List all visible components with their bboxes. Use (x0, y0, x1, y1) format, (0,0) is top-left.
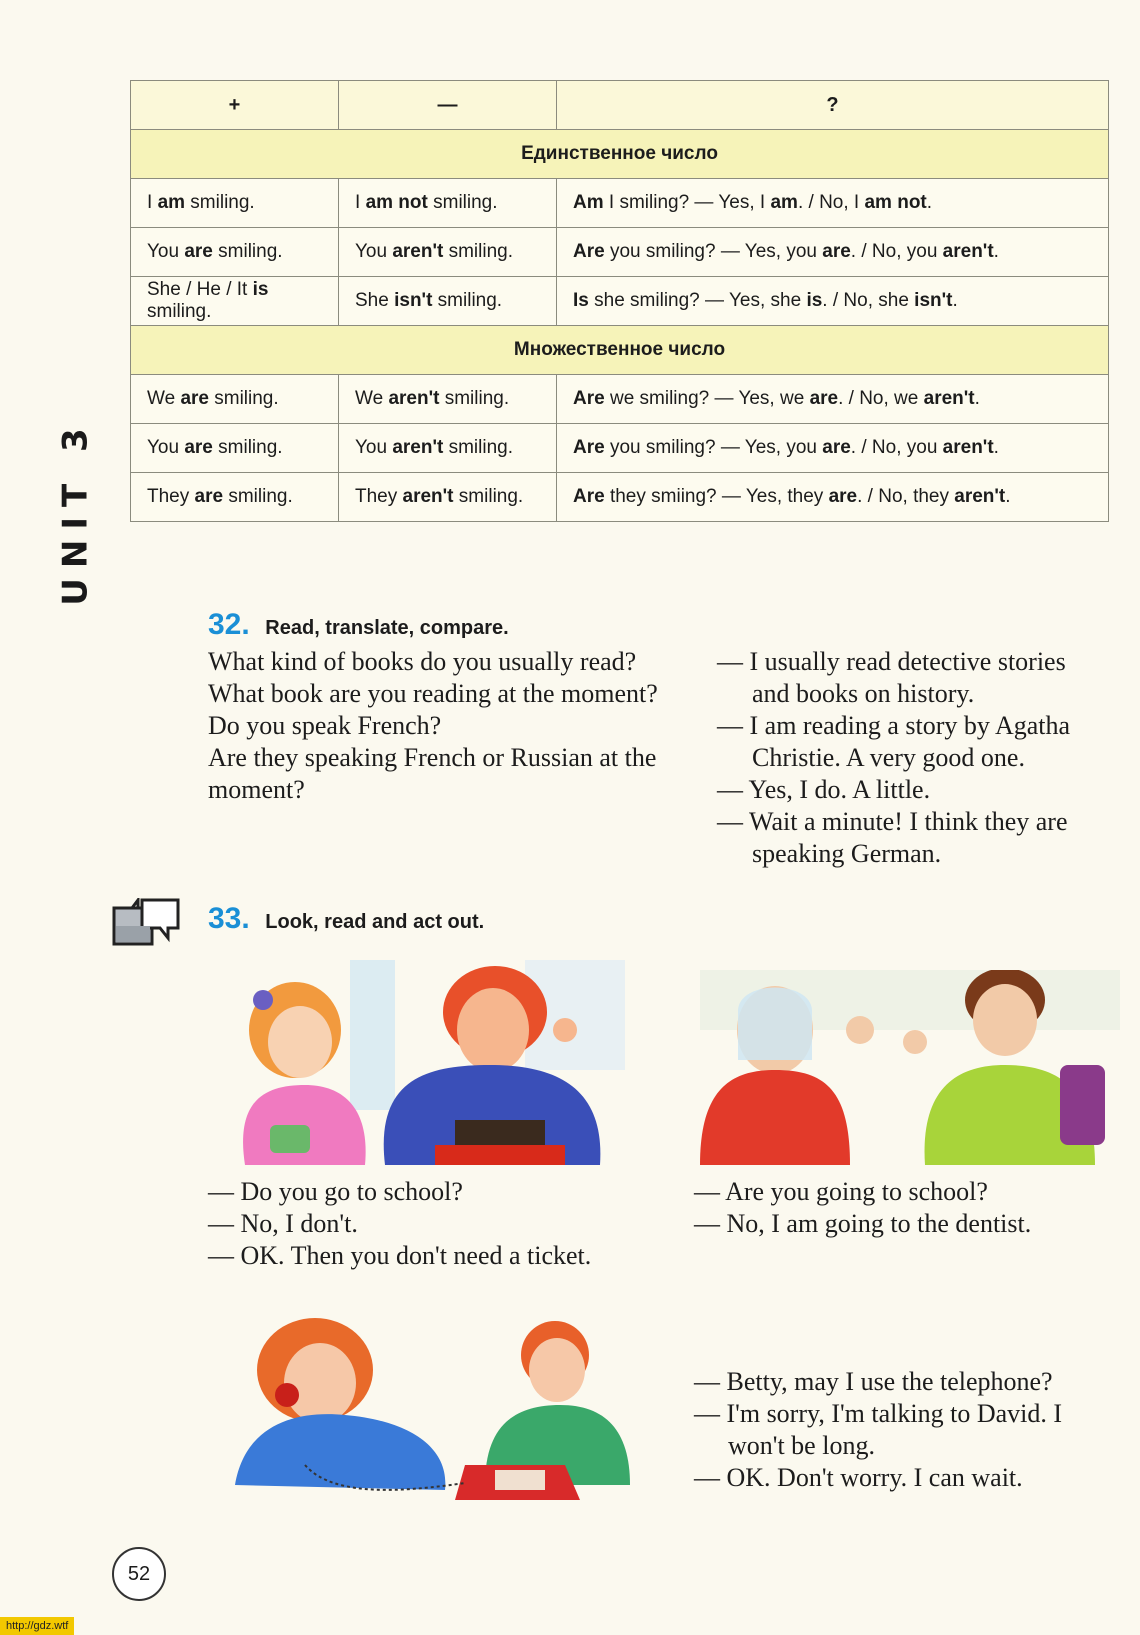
plural-row (131, 473, 1109, 522)
singular-row (131, 277, 1109, 326)
exercise-32-answer: — I am reading a story by Agatha Christie. A very good one. (717, 711, 1071, 772)
dialog-2 (694, 1176, 1031, 1240)
exercise-32-answers (717, 646, 1107, 870)
exercise-32-answer: — I usually read detective stories and books on history. (717, 647, 1066, 708)
dialog-line: — I'm sorry, I'm talking to David. I won't be long. (694, 1399, 1063, 1460)
source-label[interactable]: http://gdz.wtf (0, 1617, 74, 1635)
singular-row (131, 179, 1109, 228)
exercise-32-question: What kind of books do you usually read? (208, 647, 637, 676)
plural-cell: They are smiling. (131, 473, 339, 522)
dialog-1 (208, 1176, 591, 1272)
plural-cell: We are smiling. (131, 375, 339, 424)
singular-cell: Am I smiling? — Yes, I am. / No, I am not. (557, 179, 1109, 228)
singular-cell: You aren't smiling. (339, 228, 557, 277)
plural-cell: Are we smiling? — Yes, we are. / No, we aren't. (557, 375, 1109, 424)
unit-label-text: UNIT 3 (55, 418, 96, 606)
section-singular-row (131, 130, 1109, 179)
exercise-33-title: Look, read and act out. (265, 911, 485, 933)
exercise-32-number: 32. (208, 608, 250, 641)
exercise-32-answer: — Wait a minute! I think they are speaking German. (717, 807, 1068, 868)
exercise-32-title: Read, translate, compare. (265, 617, 509, 639)
singular-cell: I am smiling. (131, 179, 339, 228)
dialog-line: — OK. Then you don't need a ticket. (208, 1241, 592, 1270)
plural-row (131, 375, 1109, 424)
dialog-line: — No, I am going to the dentist. (694, 1209, 1032, 1238)
exercise-33-number: 33. (208, 902, 250, 935)
plural-cell: Are they smiing? — Yes, they are. / No, they aren't. (557, 473, 1109, 522)
exercise-32-questions (208, 646, 688, 806)
plural-cell: Are you smiling? — Yes, you are. / No, you aren't. (557, 424, 1109, 473)
header-minus: — (339, 81, 557, 130)
dialog-line: — Are you going to school? (694, 1177, 988, 1206)
plural-cell: You are smiling. (131, 424, 339, 473)
dialog-line: — Do you go to school? (208, 1177, 463, 1206)
singular-cell: Is she smiling? — Yes, she is. / No, she isn't. (557, 277, 1109, 326)
illustration-dentist (700, 970, 1120, 1170)
section-singular: Единственное число (131, 130, 1109, 179)
singular-cell: I am not smiling. (339, 179, 557, 228)
singular-cell: She / He / It is smiling. (131, 277, 339, 326)
illustration-bus-conductor (225, 960, 625, 1170)
singular-cell: Are you smiling? — Yes, you are. / No, you aren't. (557, 228, 1109, 277)
exercise-32-heading (208, 608, 509, 642)
plural-cell: We aren't smiling. (339, 375, 557, 424)
header-question: ? (557, 81, 1109, 130)
exercise-33-heading (208, 902, 484, 936)
exercise-32-question: Are they speaking French or Russian at the moment? (208, 743, 657, 804)
singular-row (131, 228, 1109, 277)
page-number: 52 (112, 1547, 166, 1601)
plural-cell: They aren't smiling. (339, 473, 557, 522)
section-plural: Множественное число (131, 326, 1109, 375)
dialog-3 (694, 1366, 1104, 1494)
dialog-icon (112, 898, 182, 953)
plural-rows (131, 375, 1109, 522)
header-plus: + (131, 81, 339, 130)
exercise-32-question: What book are you reading at the moment? (208, 679, 658, 708)
dialog-line: — OK. Don't worry. I can wait. (694, 1463, 1023, 1492)
illustration-telephone (235, 1315, 645, 1510)
table-header-row (131, 81, 1109, 130)
dialog-line: — No, I don't. (208, 1209, 358, 1238)
plural-cell: You aren't smiling. (339, 424, 557, 473)
grammar-table (130, 80, 1109, 522)
unit-label (14, 418, 96, 606)
singular-cell: She isn't smiling. (339, 277, 557, 326)
singular-cell: You are smiling. (131, 228, 339, 277)
section-plural-row (131, 326, 1109, 375)
singular-rows (131, 179, 1109, 326)
dialog-line: — Betty, may I use the telephone? (694, 1367, 1053, 1396)
plural-row (131, 424, 1109, 473)
exercise-32-question: Do you speak French? (208, 711, 442, 740)
exercise-32-answer: — Yes, I do. A little. (717, 775, 931, 804)
